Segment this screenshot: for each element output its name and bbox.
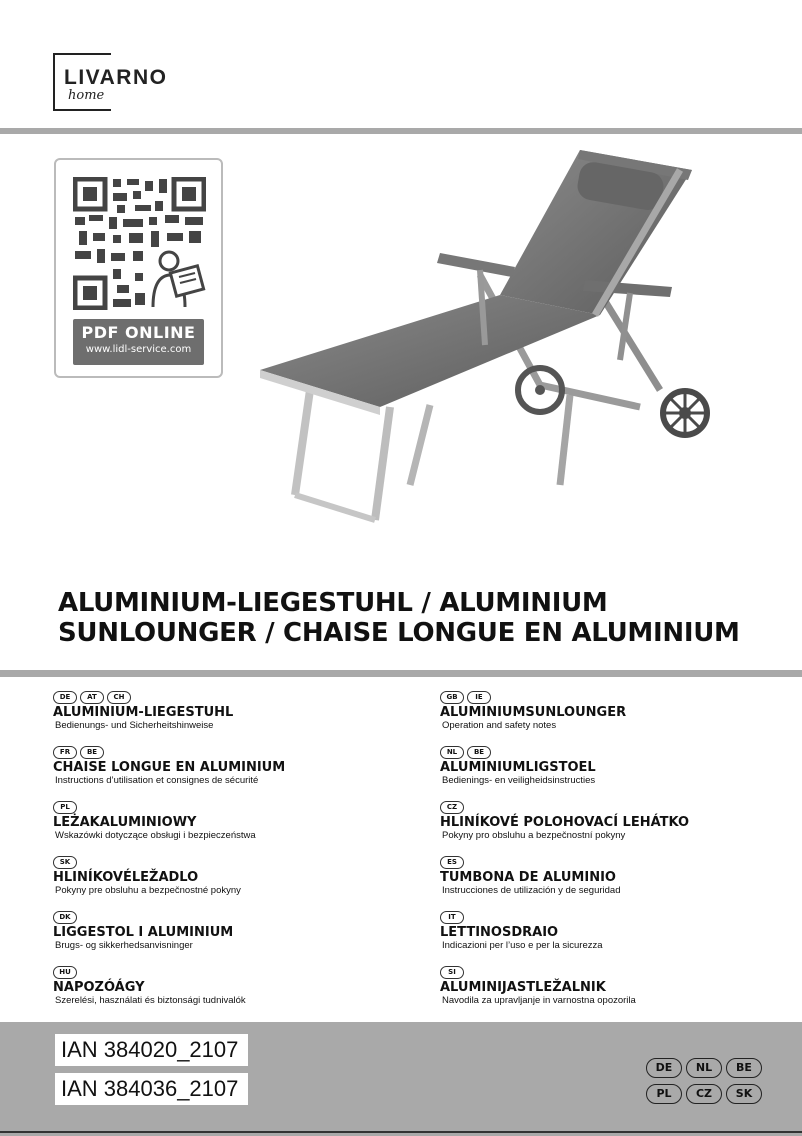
language-title: LEŻAKALUMINIOWY xyxy=(53,815,197,830)
language-title: ALUMINIJASTLEŽALNIK xyxy=(440,980,606,995)
country-badge-group xyxy=(53,800,423,814)
language-entry xyxy=(440,690,802,745)
language-entry xyxy=(53,910,423,965)
brand-sub: home xyxy=(68,88,105,103)
language-subtitle: Szerelési, használati és biztonsági tudnivalók xyxy=(55,995,246,1006)
country-badge: CH xyxy=(107,691,131,704)
country-badges xyxy=(646,1058,776,1110)
language-entry xyxy=(440,855,802,910)
language-title: LETTINOSDRAIO xyxy=(440,925,559,940)
language-title: ALUMINIUMLIGSTOEL xyxy=(440,760,596,775)
language-entry xyxy=(53,800,423,855)
country-badge-group xyxy=(440,855,802,869)
language-title: TUMBONA DE ALUMINIO xyxy=(440,870,616,885)
country-badge-row xyxy=(646,1084,776,1104)
country-badge: ES xyxy=(440,856,464,869)
language-subtitle: Bedienings- en veiligheidsinstructies xyxy=(442,775,596,786)
language-list-left xyxy=(53,690,423,1020)
top-divider xyxy=(0,128,802,134)
language-title: NAPOZÓÁGY xyxy=(53,980,145,995)
language-title: CHAISE LONGUE EN ALUMINIUM xyxy=(53,760,286,775)
document-title xyxy=(58,588,740,648)
country-badge: BE xyxy=(726,1058,762,1078)
country-badge: DK xyxy=(53,911,77,924)
country-badge: BE xyxy=(467,746,491,759)
country-badge: FR xyxy=(53,746,77,759)
country-badge: NL xyxy=(440,746,464,759)
language-entry xyxy=(440,910,802,965)
language-title: ALUMINIUMSUNLOUNGER xyxy=(440,705,627,720)
country-badge: DE xyxy=(53,691,77,704)
country-badge: DE xyxy=(646,1058,682,1078)
language-subtitle: Instrucciones de utilización y de seguridad xyxy=(442,885,621,896)
language-subtitle: Pokyny pro obsluhu a bezpečnostní pokyny xyxy=(442,830,626,841)
pdf-online-title: PDF ONLINE xyxy=(81,323,196,342)
language-entry xyxy=(53,855,423,910)
language-entry xyxy=(53,965,423,1020)
language-entry xyxy=(53,745,423,800)
language-title: LIGGESTOL I ALUMINIUM xyxy=(53,925,234,940)
country-badge: CZ xyxy=(440,801,464,814)
country-badge: GB xyxy=(440,691,464,704)
language-subtitle: Indicazioni per l’uso e per la sicurezza xyxy=(442,940,603,951)
country-badge-group xyxy=(53,965,423,979)
country-badge-group xyxy=(440,800,802,814)
country-badge: BE xyxy=(80,746,104,759)
language-title: HLINÍKOVÉLEŽADLO xyxy=(53,870,199,885)
language-entry xyxy=(440,800,802,855)
country-badge-group xyxy=(440,910,802,924)
language-subtitle: Instructions d’utilisation et consignes de sécurité xyxy=(55,775,259,786)
country-badge-group xyxy=(53,910,423,924)
title-line-1: ALUMINIUM-LIEGESTUHL / ALUMINIUM xyxy=(58,588,608,618)
country-badge-group xyxy=(53,690,423,704)
language-entry xyxy=(440,965,802,1020)
country-badge-row xyxy=(646,1058,776,1078)
country-badge-group xyxy=(53,855,423,869)
language-title: HLINÍKOVÉ POLOHOVACÍ LEHÁTKO xyxy=(440,815,690,830)
language-title: ALUMINIUM-LIEGESTUHL xyxy=(53,705,234,720)
country-badge: IE xyxy=(467,691,491,704)
country-badge: NL xyxy=(686,1058,722,1078)
country-badge: SK xyxy=(53,856,77,869)
language-subtitle: Operation and safety notes xyxy=(442,720,557,731)
country-badge: AT xyxy=(80,691,104,704)
bottom-rule xyxy=(0,1131,802,1133)
language-subtitle: Brugs- og sikkerhedsanvisninger xyxy=(55,940,193,951)
pdf-online-box xyxy=(73,319,204,365)
title-line-2: SUNLOUNGER / CHAISE LONGUE EN ALUMINIUM xyxy=(58,618,740,648)
country-badge-group xyxy=(440,965,802,979)
language-subtitle: Wskazówki dotyczące obsługi i bezpieczeństwa xyxy=(55,830,256,841)
pdf-online-url: www.lidl-service.com xyxy=(85,344,192,355)
language-entry xyxy=(53,690,423,745)
country-badge-group xyxy=(440,690,802,704)
country-badge: SI xyxy=(440,966,464,979)
ian-number-1: IAN 384020_2107 xyxy=(55,1034,248,1066)
middle-divider xyxy=(0,670,802,677)
brand-logo: LIVARNO xyxy=(64,66,168,89)
country-badge-group xyxy=(440,745,802,759)
country-badge: PL xyxy=(646,1084,682,1104)
country-badge-group xyxy=(53,745,423,759)
country-badge: SK xyxy=(726,1084,762,1104)
country-badge: IT xyxy=(440,911,464,924)
country-badge: PL xyxy=(53,801,77,814)
qr-card[interactable] xyxy=(54,158,223,378)
language-list-right xyxy=(440,690,802,1020)
sunlounger-image xyxy=(240,145,710,545)
country-badge: CZ xyxy=(686,1084,722,1104)
qr-code-icon xyxy=(73,177,206,310)
country-badge: HU xyxy=(53,966,77,979)
language-subtitle: Bedienungs- und Sicherheitshinweise xyxy=(55,720,214,731)
ian-number-2: IAN 384036_2107 xyxy=(55,1073,248,1105)
language-subtitle: Navodila za upravljanje in varnostna opozorila xyxy=(442,995,636,1006)
language-entry xyxy=(440,745,802,800)
language-subtitle: Pokyny pre obsluhu a bezpečnostné pokyny xyxy=(55,885,241,896)
